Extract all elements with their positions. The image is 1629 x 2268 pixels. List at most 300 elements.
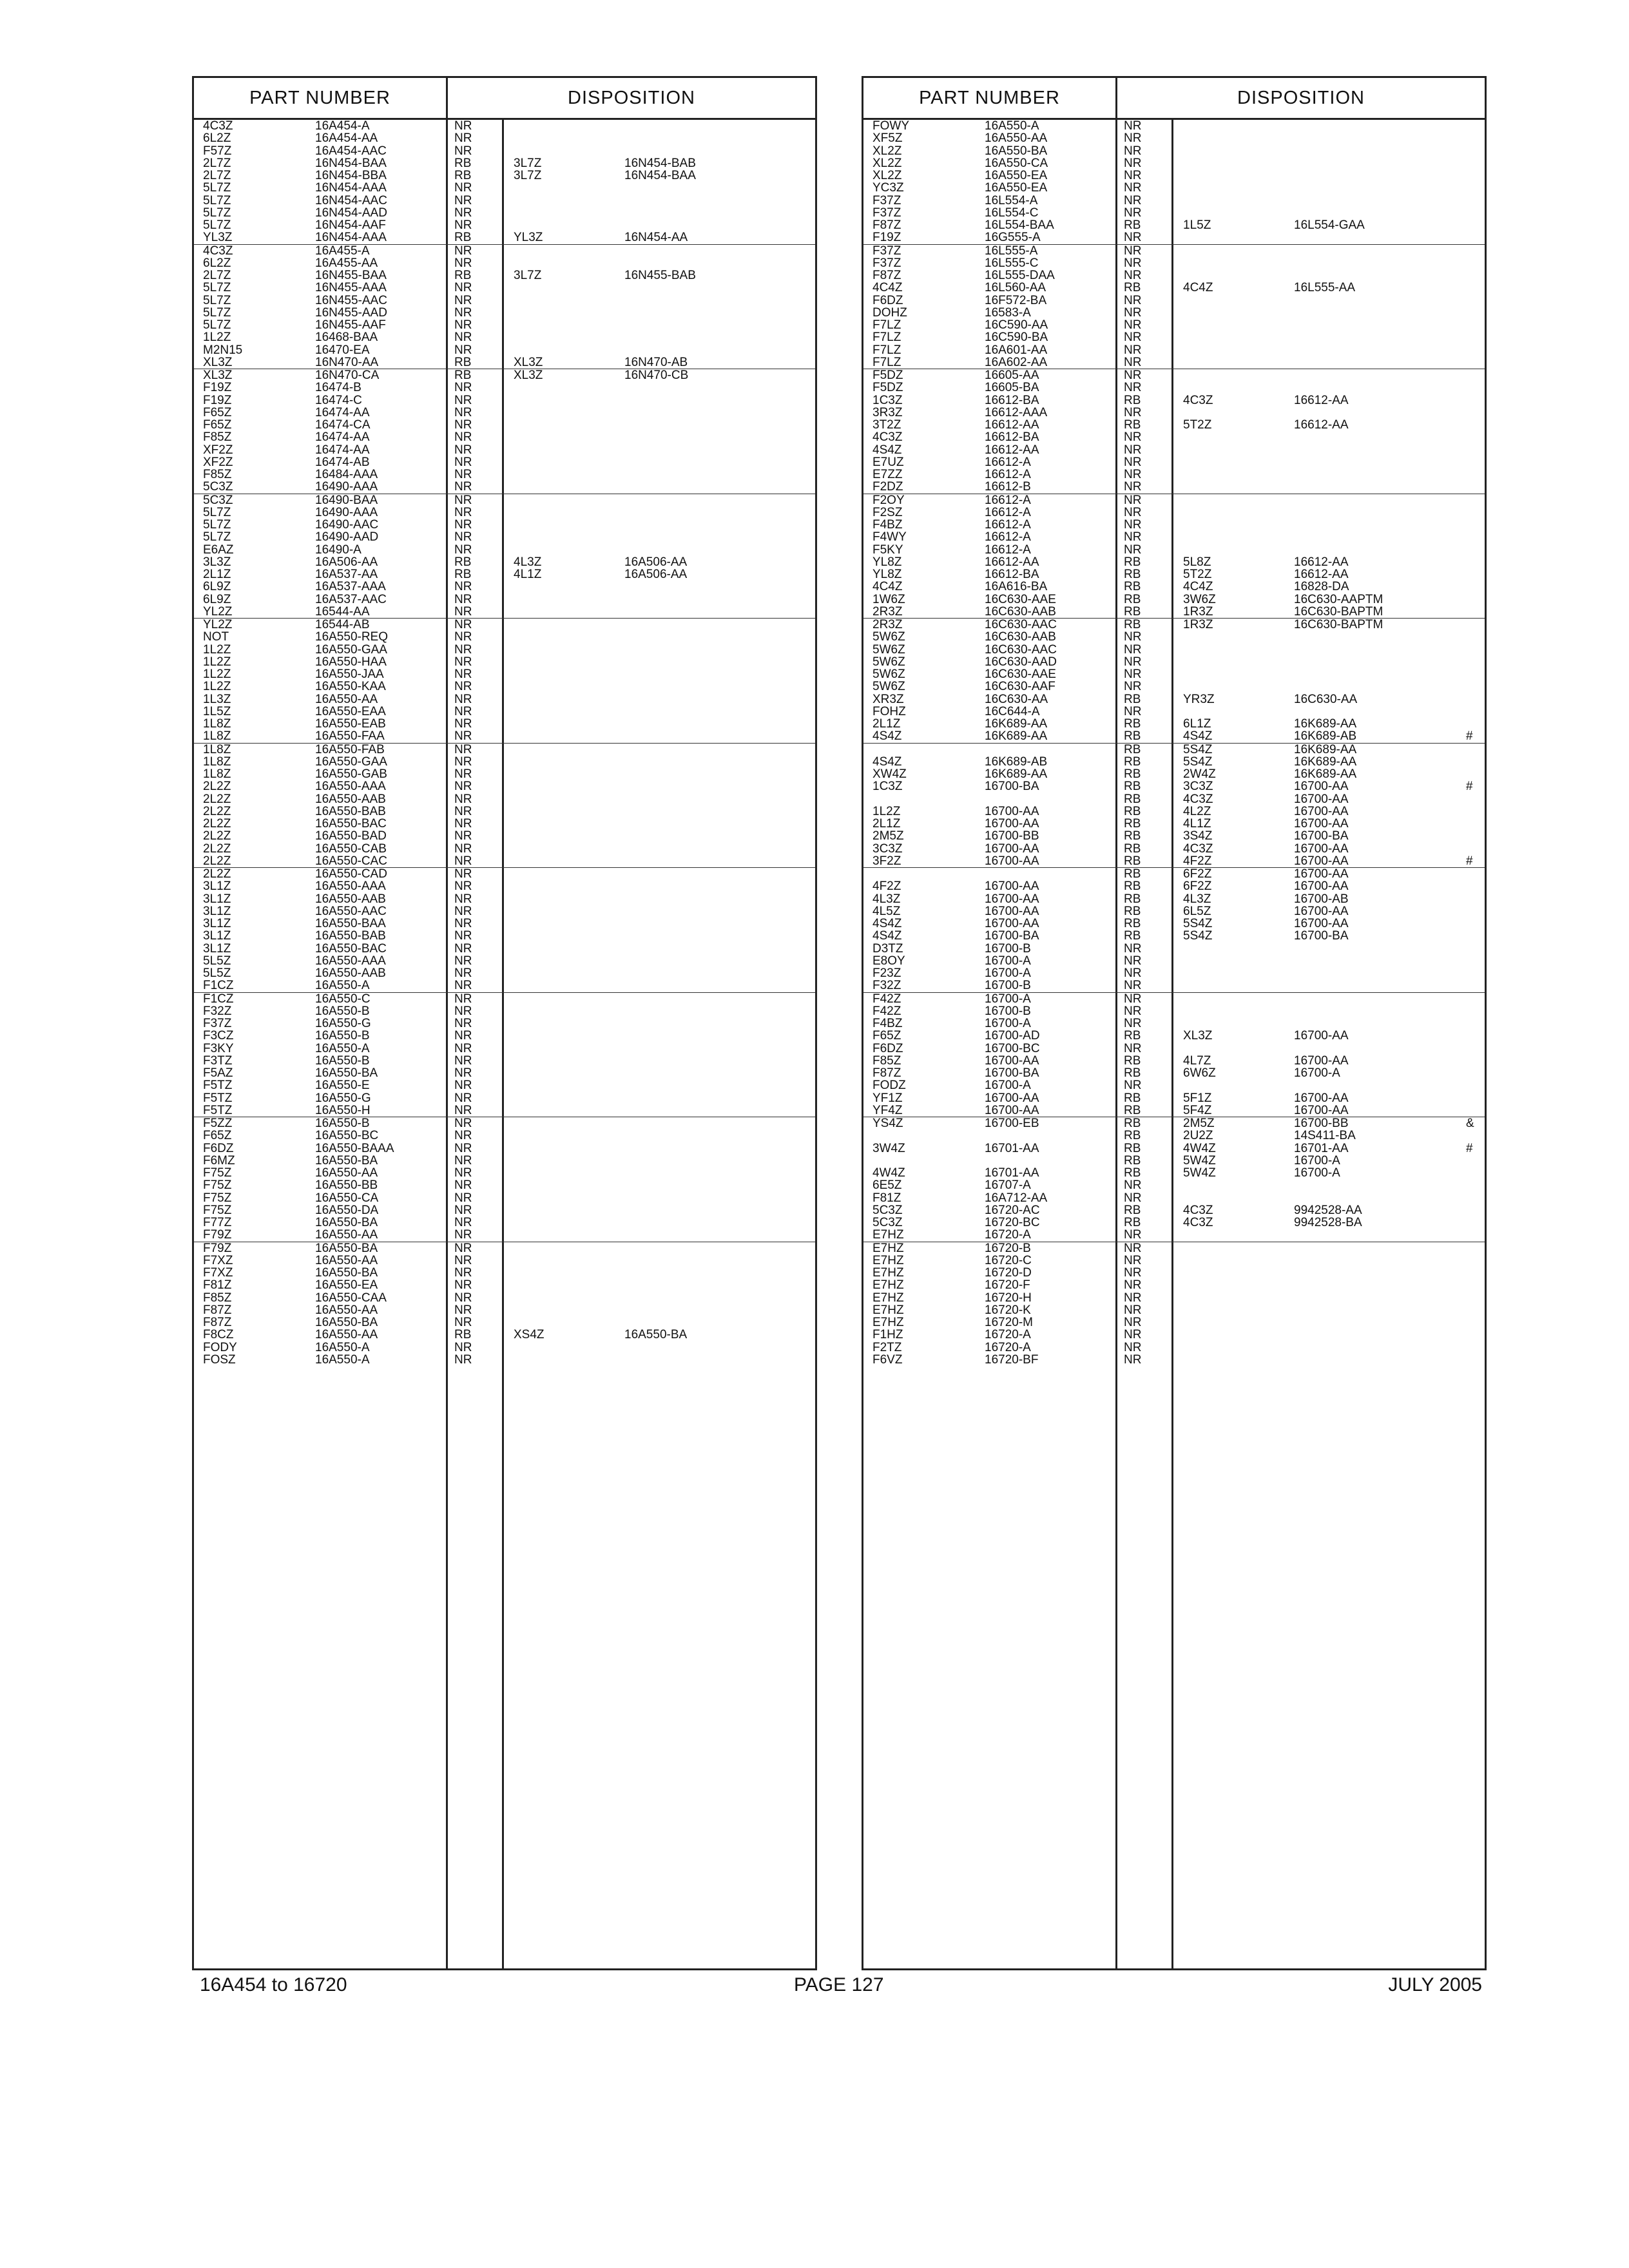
model-code: F7LZ: [872, 343, 901, 357]
model-code: XL2Z: [872, 144, 902, 158]
disposition-code: RB: [1124, 393, 1141, 407]
row-group: [863, 1117, 1485, 1242]
disposition-code: NR: [1124, 430, 1142, 445]
replacement-model-code: 4L3Z: [1183, 892, 1211, 906]
table-row: [194, 169, 815, 182]
part-number: 16A550-A: [315, 1352, 370, 1367]
part-number: 16612-A: [985, 530, 1031, 544]
disposition-code: NR: [454, 941, 472, 956]
table-row: [194, 1155, 815, 1167]
model-code: F6MZ: [203, 1153, 235, 1168]
table-row: [194, 880, 815, 892]
model-code: 3L1Z: [203, 941, 231, 956]
row-group: [863, 1242, 1485, 1367]
disposition-code: NR: [454, 1004, 472, 1018]
model-code: FOHZ: [872, 704, 906, 718]
disposition-code: NR: [1124, 680, 1142, 694]
disposition-code: RB: [1124, 717, 1141, 731]
table-row: [863, 1179, 1485, 1191]
disposition-code: NR: [454, 1103, 472, 1117]
disposition-code: NR: [1124, 655, 1142, 669]
part-number: 16N454-BAA: [315, 156, 387, 170]
replacement-part-number: 16700-AA: [1294, 841, 1349, 856]
part-number: 16A550-AAB: [315, 792, 386, 806]
part-number: 16L554-A: [985, 193, 1038, 207]
table-row: [194, 319, 815, 331]
table-row: [863, 780, 1485, 793]
table-row: [194, 656, 815, 668]
model-code: F7LZ: [872, 355, 901, 369]
model-code: F87Z: [203, 1303, 232, 1317]
table-row: [194, 706, 815, 718]
model-code: YL8Z: [872, 568, 902, 581]
replacement-part-number: 16700-AA: [1294, 867, 1349, 881]
model-code: F1HZ: [872, 1328, 903, 1342]
table-row: [194, 744, 815, 756]
part-number: 16A454-AA: [315, 131, 378, 146]
table-row: [194, 1067, 815, 1079]
model-code: 3L1Z: [203, 917, 231, 930]
replacement-part-number: 16700-AA: [1294, 879, 1349, 894]
model-code: 5L7Z: [203, 305, 231, 320]
right-table-header: [863, 78, 1485, 120]
disposition-code: NR: [454, 518, 472, 532]
part-number: 16A550-A: [315, 1340, 370, 1354]
disposition-code: NR: [1124, 293, 1142, 307]
model-code: F81Z: [872, 1191, 901, 1205]
disposition-code: NR: [1124, 668, 1142, 681]
table-row: [194, 1304, 815, 1316]
model-code: YL2Z: [203, 604, 233, 619]
table-row: [863, 356, 1485, 369]
disposition-code: NR: [1124, 206, 1142, 220]
disposition-code: NR: [454, 193, 472, 207]
disposition-code: NR: [1124, 1253, 1142, 1267]
replacement-model-code: 2U2Z: [1183, 1129, 1213, 1143]
replacement-part-number: 16N470-CB: [624, 369, 689, 382]
model-code: 5W6Z: [872, 680, 905, 694]
model-code: F75Z: [203, 1191, 232, 1205]
disposition-code: RB: [1124, 580, 1141, 594]
disposition-code: RB: [454, 156, 472, 170]
model-code: 5L5Z: [203, 966, 231, 980]
note-mark: #: [1466, 1141, 1473, 1155]
disposition-code: NR: [1124, 1178, 1142, 1193]
model-code: F37Z: [872, 244, 901, 258]
table-row: [863, 1129, 1485, 1142]
disposition-code: NR: [454, 1166, 472, 1180]
table-row: [194, 1316, 815, 1329]
table-row: [194, 419, 815, 431]
replacement-model-code: 3S4Z: [1183, 829, 1213, 843]
part-number: 16N470-AA: [315, 355, 379, 369]
replacement-part-number: 16A506-AA: [624, 568, 688, 581]
model-code: 5L7Z: [203, 181, 231, 195]
replacement-part-number: 16700-AA: [1294, 1091, 1349, 1105]
disposition-code: NR: [1124, 941, 1142, 956]
model-code: F75Z: [203, 1203, 232, 1217]
part-number: 16A550-BA: [315, 1066, 378, 1080]
table-row: [194, 394, 815, 407]
table-row: [863, 1341, 1485, 1354]
part-number: 16700-AA: [985, 841, 1039, 856]
row-group: [863, 868, 1485, 993]
disposition-code: NR: [454, 1141, 472, 1155]
table-row: [194, 730, 815, 742]
disposition-code: NR: [1124, 169, 1142, 182]
table-row: [863, 282, 1485, 294]
table-row: [194, 843, 815, 855]
replacement-part-number: 16K689-AA: [1294, 717, 1357, 731]
part-number: 16A550-B: [315, 1004, 370, 1018]
disposition-code: RB: [1124, 879, 1141, 894]
part-number: 16C590-AA: [985, 318, 1048, 332]
table-row: [194, 245, 815, 257]
disposition-code: NR: [1124, 468, 1142, 481]
disposition-code: RB: [1124, 804, 1141, 818]
note-mark: #: [1466, 854, 1473, 868]
disposition-code: NR: [1124, 405, 1142, 419]
part-number: 16612-BA: [985, 568, 1039, 581]
part-number: 16A537-AA: [315, 568, 378, 581]
model-code: 4W4Z: [872, 1166, 905, 1180]
disposition-code: NR: [454, 418, 472, 432]
disposition-code: NR: [1124, 455, 1142, 469]
model-code: XL2Z: [872, 169, 902, 182]
model-code: 6L9Z: [203, 592, 231, 606]
replacement-part-number: 16K689-AB: [1294, 729, 1357, 744]
row-group: [863, 245, 1485, 370]
table-row: [194, 145, 815, 157]
model-code: 4C3Z: [203, 244, 233, 258]
table-row: [194, 1167, 815, 1179]
model-code: 6L9Z: [203, 580, 231, 594]
model-code: 1L2Z: [203, 668, 231, 681]
part-number: 16N454-AAC: [315, 193, 387, 207]
disposition-code: NR: [454, 244, 472, 258]
replacement-part-number: 16C630-BAPTM: [1294, 604, 1383, 619]
disposition-code: NR: [454, 468, 472, 481]
disposition-code: NR: [454, 1079, 472, 1093]
part-number: 16700-AA: [985, 1091, 1039, 1105]
replacement-part-number: 16N454-AA: [624, 231, 688, 245]
part-number: 16A550-AA: [315, 1303, 378, 1317]
model-code: F8CZ: [203, 1328, 234, 1342]
table-row: [194, 979, 815, 992]
table-row: [863, 1067, 1485, 1079]
part-number: 16N455-AAA: [315, 281, 387, 295]
replacement-model-code: 4L1Z: [1183, 817, 1211, 831]
disposition-code: RB: [1124, 829, 1141, 843]
table-row: [863, 394, 1485, 407]
model-code: E7HZ: [872, 1316, 904, 1329]
part-number: 16490-AAA: [315, 480, 378, 494]
disposition-code: RB: [454, 568, 472, 581]
part-number-header: PART NUMBER: [194, 78, 448, 118]
disposition-code: RB: [1124, 754, 1141, 769]
disposition-code: NR: [454, 1253, 472, 1267]
table-row: [194, 231, 815, 244]
replacement-part-number: 16700-AA: [1294, 804, 1349, 818]
model-code: E7HZ: [872, 1266, 904, 1280]
model-code: F6VZ: [872, 1352, 903, 1367]
model-code: F7XZ: [203, 1253, 233, 1267]
disposition-code: NR: [1124, 144, 1142, 158]
disposition-code: NR: [454, 493, 472, 507]
replacement-model-code: 1R3Z: [1183, 618, 1213, 631]
part-number: 16720-K: [985, 1303, 1031, 1317]
disposition-code: NR: [454, 144, 472, 158]
table-row: [863, 506, 1485, 519]
table-row: [863, 1017, 1485, 1030]
model-code: 5L7Z: [203, 293, 231, 307]
model-code: F19Z: [203, 393, 232, 407]
model-code: F6DZ: [872, 293, 903, 307]
replacement-model-code: 6W6Z: [1183, 1066, 1216, 1080]
table-row: [194, 943, 815, 955]
model-code: F79Z: [203, 1228, 232, 1242]
table-row: [863, 1216, 1485, 1229]
replacement-part-number: 16700-AA: [1294, 1053, 1349, 1068]
disposition-code: NR: [1124, 1266, 1142, 1280]
table-row: [863, 319, 1485, 331]
model-code: 6L2Z: [203, 256, 231, 270]
replacement-part-number: 16700-A: [1294, 1153, 1340, 1168]
disposition-code: NR: [454, 592, 472, 606]
disposition-code: NR: [1124, 1241, 1142, 1255]
model-code: F32Z: [872, 979, 901, 993]
disposition-code: RB: [1124, 780, 1141, 794]
part-number: 16C630-AAE: [985, 592, 1056, 606]
model-code: 3L1Z: [203, 929, 231, 943]
model-code: F2SZ: [872, 505, 903, 519]
model-code: F42Z: [872, 992, 901, 1006]
part-number: 16N454-AAD: [315, 206, 387, 220]
disposition-code: NR: [454, 841, 472, 856]
replacement-model-code: 5S4Z: [1183, 917, 1213, 930]
table-row: [863, 294, 1485, 307]
table-row: [863, 1079, 1485, 1091]
replacement-part-number: 16700-BA: [1294, 829, 1349, 843]
model-code: 1C3Z: [872, 780, 903, 794]
table-row: [194, 868, 815, 880]
replacement-model-code: 6L5Z: [1183, 904, 1211, 918]
model-code: F85Z: [203, 1291, 232, 1305]
model-code: F85Z: [203, 468, 232, 481]
model-code: YS4Z: [872, 1117, 903, 1130]
replacement-part-number: 16700-AA: [1294, 904, 1349, 918]
part-number: 16A550-BA: [315, 1216, 378, 1229]
disposition-code: NR: [454, 1153, 472, 1168]
model-code: 5C3Z: [872, 1216, 903, 1229]
part-number: 16490-AAA: [315, 505, 378, 519]
disposition-code: RB: [454, 169, 472, 182]
model-code: 4S4Z: [872, 929, 902, 943]
replacement-model-code: 3L7Z: [514, 269, 542, 282]
model-code: E7HZ: [872, 1228, 904, 1242]
disposition-code: NR: [454, 1303, 472, 1317]
model-code: 5C3Z: [203, 493, 233, 507]
disposition-code: RB: [1124, 1203, 1141, 1217]
table-row: [194, 1117, 815, 1129]
part-number: 16583-A: [985, 305, 1031, 320]
table-row: [863, 843, 1485, 855]
model-code: FODZ: [872, 1079, 906, 1093]
table-row: [863, 619, 1485, 631]
model-code: 6E5Z: [872, 1178, 902, 1193]
part-number: 16N455-AAD: [315, 305, 387, 320]
table-row: [863, 307, 1485, 319]
model-code: F5TZ: [203, 1103, 233, 1117]
disposition-code: NR: [454, 1340, 472, 1354]
replacement-model-code: 5W4Z: [1183, 1166, 1216, 1180]
disposition-code: RB: [1124, 904, 1141, 918]
table-row: [863, 644, 1485, 656]
model-code: F3CZ: [203, 1029, 234, 1043]
part-number: 16474-AA: [315, 405, 370, 419]
table-row: [194, 680, 815, 693]
part-number: 16A550-BA: [315, 1266, 378, 1280]
replacement-model-code: 4C4Z: [1183, 281, 1213, 295]
model-code: 1L2Z: [203, 331, 231, 345]
part-number: 16700-AA: [985, 817, 1039, 831]
model-code: 2L2Z: [203, 804, 231, 818]
model-code: F85Z: [203, 430, 232, 445]
part-number: 16A537-AAA: [315, 580, 386, 594]
model-code: F1CZ: [203, 979, 234, 993]
table-row: [194, 1204, 815, 1216]
model-code: 2L1Z: [872, 817, 901, 831]
model-code: 5L7Z: [203, 218, 231, 232]
part-number: 16A550-AA: [315, 1228, 378, 1242]
disposition-code: NR: [454, 680, 472, 694]
disposition-code: NR: [454, 829, 472, 843]
disposition-code: NR: [454, 580, 472, 594]
disposition-code: NR: [454, 1053, 472, 1068]
disposition-code: RB: [1124, 568, 1141, 581]
disposition-code: RB: [1124, 767, 1141, 781]
replacement-model-code: 4C3Z: [1183, 393, 1213, 407]
replacement-part-number: 16C630-BAPTM: [1294, 618, 1383, 631]
disposition-code: NR: [1124, 480, 1142, 494]
replacement-part-number: 14S411-BA: [1294, 1129, 1356, 1143]
row-group: [863, 369, 1485, 494]
part-number: 16A550-CAB: [315, 841, 387, 856]
part-number: 16A550-EAB: [315, 717, 386, 731]
part-number: 16700-BA: [985, 780, 1039, 794]
disposition-code: NR: [454, 668, 472, 681]
table-row: [863, 993, 1485, 1005]
disposition-code: NR: [1124, 381, 1142, 395]
table-row: [194, 1079, 815, 1091]
replacement-part-number: 16612-AA: [1294, 418, 1349, 432]
table-row: [863, 195, 1485, 207]
row-group: [863, 494, 1485, 619]
part-number: 16A550-BA: [315, 1153, 378, 1168]
model-code: F87Z: [872, 269, 901, 282]
disposition-code: NR: [454, 131, 472, 146]
replacement-model-code: 5S4Z: [1183, 742, 1213, 756]
part-number: 16K689-AA: [985, 717, 1048, 731]
replacement-model-code: 3L7Z: [514, 156, 542, 170]
model-code: YF1Z: [872, 1091, 903, 1105]
table-row: [863, 132, 1485, 144]
replacement-model-code: 5S4Z: [1183, 929, 1213, 943]
table-row: [194, 818, 815, 830]
model-code: 5L7Z: [203, 206, 231, 220]
model-code: 4S4Z: [872, 729, 902, 744]
part-number: 16N454-BBA: [315, 169, 387, 182]
disposition-code: NR: [454, 1316, 472, 1329]
table-row: [863, 631, 1485, 643]
model-code: F5ZZ: [203, 1117, 233, 1130]
model-code: F2OY: [872, 493, 905, 507]
part-number: 16700-AA: [985, 1053, 1039, 1068]
disposition-header: DISPOSITION: [1237, 87, 1365, 108]
part-number: 16700-A: [985, 1017, 1031, 1030]
disposition-code: NR: [454, 792, 472, 806]
table-row: [194, 431, 815, 443]
replacement-part-number: 16K689-AA: [1294, 742, 1357, 756]
model-code: XF2Z: [203, 443, 233, 457]
disposition-code: NR: [1124, 530, 1142, 544]
table-row: [863, 257, 1485, 269]
disposition-code: NR: [454, 1017, 472, 1030]
replacement-model-code: 3C3Z: [1183, 780, 1213, 794]
part-number: 16N454-AAA: [315, 181, 387, 195]
part-number: 16A601-AA: [985, 343, 1048, 357]
note-mark: #: [1466, 729, 1473, 744]
part-number: 16700-AA: [985, 892, 1039, 906]
table-row: [194, 195, 815, 207]
part-number: 16A550-KAA: [315, 680, 386, 694]
disposition-code: RB: [1124, 1141, 1141, 1155]
row-group: [194, 1117, 815, 1242]
model-code: 3W4Z: [872, 1141, 905, 1155]
table-row: [194, 918, 815, 930]
model-code: E7HZ: [872, 1303, 904, 1317]
part-number: 16A550-H: [315, 1103, 371, 1117]
part-number: 16612-A: [985, 505, 1031, 519]
replacement-model-code: XL3Z: [514, 369, 543, 382]
table-row: [863, 1192, 1485, 1204]
part-number: 16A550-E: [315, 1079, 370, 1093]
disposition-code: NR: [454, 256, 472, 270]
model-code: 4C3Z: [203, 119, 233, 133]
model-code: 5L5Z: [203, 954, 231, 968]
model-code: 4C3Z: [872, 430, 903, 445]
table-row: [863, 718, 1485, 730]
table-row: [194, 1017, 815, 1030]
part-number: 16700-BA: [985, 1066, 1039, 1080]
disposition-code: RB: [1124, 418, 1141, 432]
replacement-model-code: XL3Z: [514, 355, 543, 369]
part-number: 16A550-EA: [315, 1278, 378, 1293]
table-row: [863, 706, 1485, 718]
replacement-model-code: 4W4Z: [1183, 1141, 1216, 1155]
table-row: [194, 1005, 815, 1017]
model-code: E7HZ: [872, 1241, 904, 1255]
part-number: 16A550-AAA: [315, 780, 386, 794]
part-number: 16612-B: [985, 480, 1031, 494]
model-code: 1L2Z: [203, 680, 231, 694]
part-number: 16470-EA: [315, 343, 370, 357]
table-row: [863, 793, 1485, 805]
replacement-model-code: 4L7Z: [1183, 1053, 1211, 1068]
part-number: 16720-H: [985, 1291, 1032, 1305]
model-code: YL8Z: [872, 555, 902, 569]
model-code: 3F2Z: [872, 854, 901, 868]
